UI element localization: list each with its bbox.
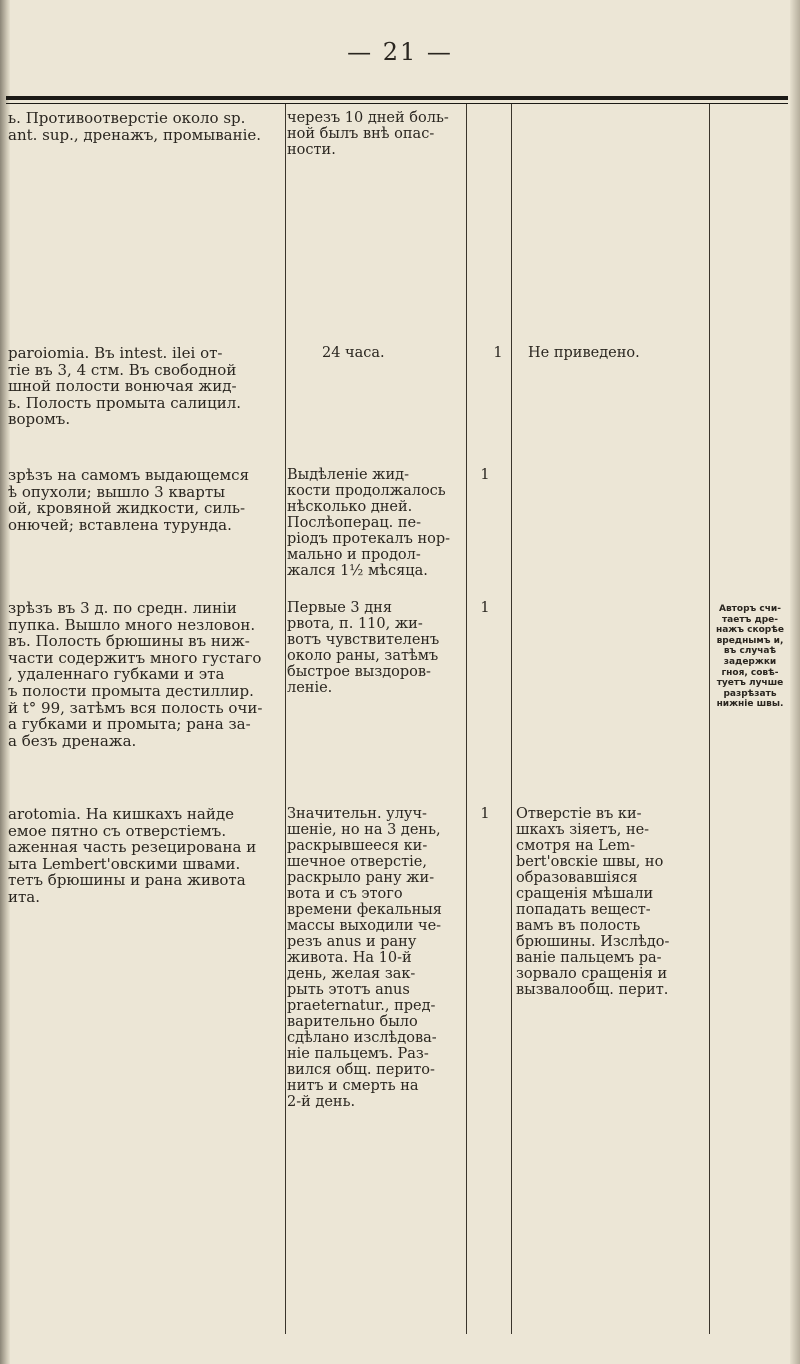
table-top-rule-thin [6, 103, 788, 104]
author-note: Авторъ счи- таетъ дре- нажъ скорѣе вреднымъ и, въ случаѣ задержки гноя, совѣ- туетъ лучше разрѣзать нижніе швы. [716, 604, 784, 710]
result-cell: Не приведено. [528, 345, 640, 361]
operation-cell: arotomia. На кишкахъ найде емое пятно съ отверстіемъ. аженная часть резецирована и ыта Lembert'овскими швами. тетъ брюшины и рана живота ита. [8, 805, 257, 906]
case-count: 1 [480, 806, 490, 822]
course-cell: Значительн. улуч- шеніе, но на 3 день, раскрывшееся ки- шечное отверстіе, раскрыло рану жи- вота и съ этого времени фекальныя массы выходили че- резъ anus и рану живота. На 10-й день, желая зак- рыть этотъ anus praeternatur., пред- варительно было сдѣлано изслѣдова- ніе пальцемъ. Раз- вился общ. перито- нитъ и смерть на 2-й день. [287, 806, 442, 1110]
operation-cell: paroiomia. Въ intest. ilei от- тіе въ 3, 4 стм. Въ свободной шной полости вонючая жид- ь. Полость промыта салицил. воромъ. [8, 344, 242, 429]
column-divider [466, 104, 467, 1334]
course-cell: черезъ 10 дней боль- ной былъ внѣ опас- ности. [287, 110, 449, 158]
course-cell: 24 часа. [322, 345, 385, 361]
table-top-rule [6, 96, 788, 100]
case-count: 1 [493, 345, 503, 361]
column-divider [511, 104, 512, 1334]
case-count: 1 [480, 467, 490, 483]
case-count: 1 [480, 600, 490, 616]
operation-cell: ь. Противоотверстіе около sp. ant. sup., дренажъ, промываніе. [8, 109, 262, 144]
page-edge-shadow [790, 0, 800, 1364]
column-divider [709, 104, 710, 1334]
operation-cell: зрѣзъ въ 3 д. по средн. линіи пупка. Вышло много незловон. въ. Полость брюшины въ ниж- части содержитъ много густаго , удаленнаго губками и эта ъ полости промыта дестиллир. й t° 99, затѣмъ вся полость очи- а губками и промыта; рана за- а безъ дренажа. [8, 599, 263, 750]
page-number: — 21 — [347, 38, 453, 66]
course-cell: Первые 3 дня рвота, п. 110, жи- вотъ чувствителенъ около раны, затѣмъ быстрое выздоров- леніе. [287, 600, 440, 696]
operation-cell: зрѣзъ на самомъ выдающемся ѣ опухоли; вышло 3 кварты ой, кровяной жидкости, силь- онючей; вставлена турунда. [8, 466, 250, 534]
result-cell: Отверстіе въ ки- шкахъ зіяетъ, не- смотря на Lem- bert'овскіе швы, но образовавшіяся сращенія мѣшали попадать вещест- вамъ въ полость брюшины. Изслѣдо- ваніе пальцемъ ра- зорвало сращенія и вызвалообщ. перит. [516, 806, 670, 998]
course-cell: Выдѣленіе жид- кости продолжалось нѣсколько дней. Послѣоперац. пе- ріодъ протекалъ нор- мально и продол- жался 1½ мѣсяца. [287, 467, 451, 579]
